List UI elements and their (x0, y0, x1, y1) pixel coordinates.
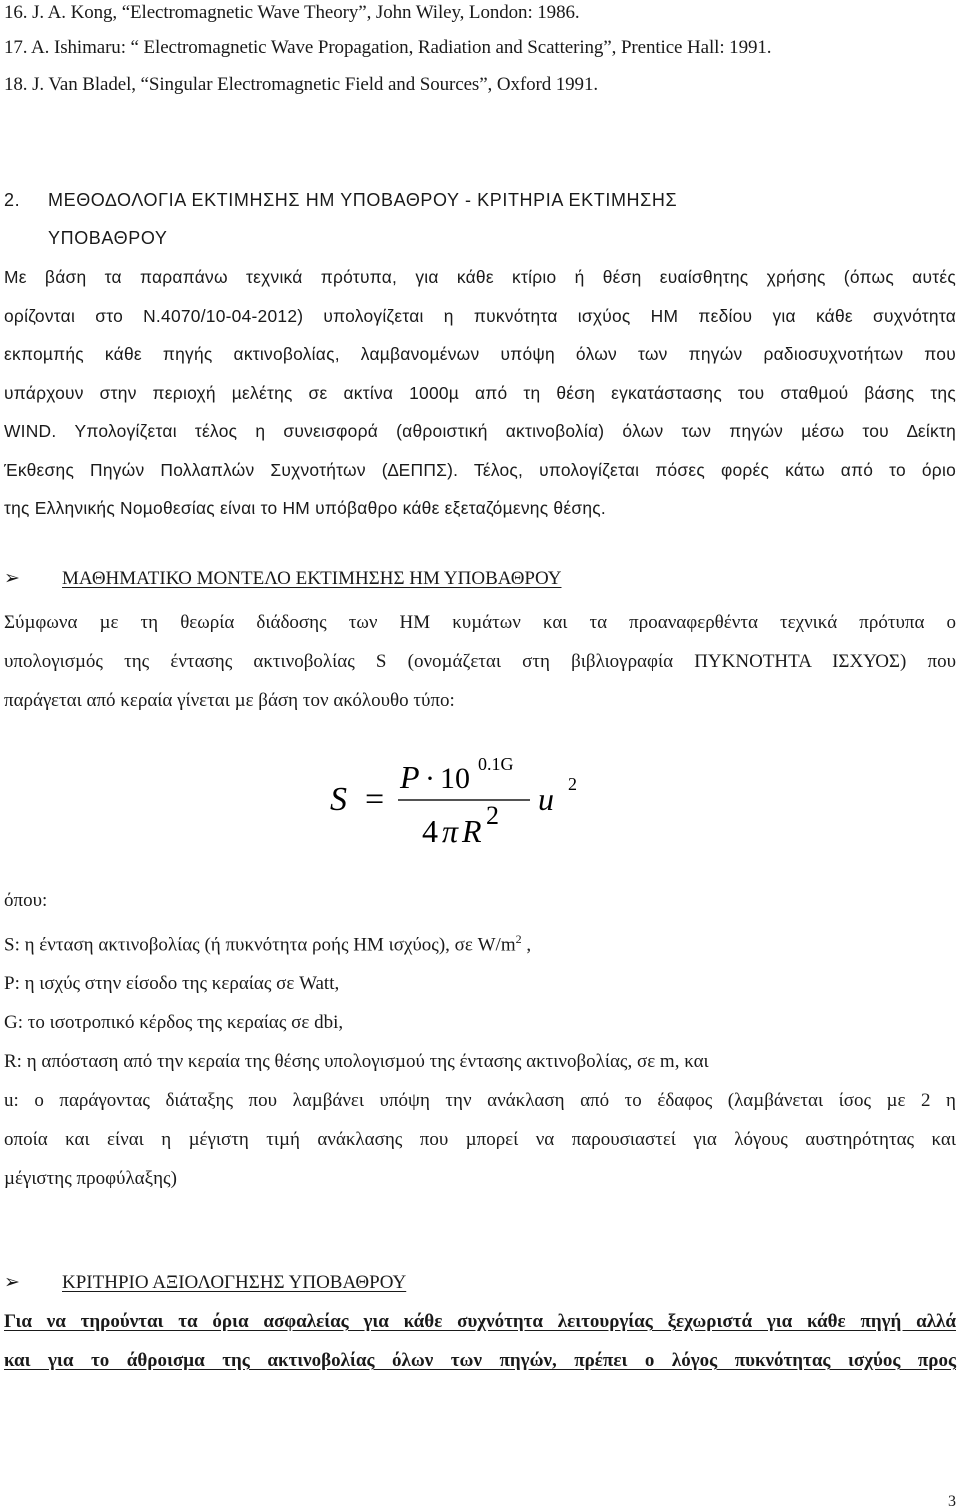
formula-denominator-4: 4 (422, 813, 438, 849)
intro-line: της Ελληνικής Νοµοθεσίας είναι το ΗΜ υπόβαθρο κάθε εξεταζόµενης θέσης. (4, 498, 606, 518)
definition-r: R: η απόσταση από την κεραία της θέσης υπολογισµού της έντασης ακτινοβολίας, σε m, και (4, 1051, 709, 1073)
model-line: Σύµφωνα µε τη θεωρία διάδοσης των ΗΜ κυµάτων και τα προαναφερθέντα τεχνικά πρότυπα ο (4, 612, 956, 633)
criterion-paragraph (4, 1302, 956, 1380)
model-paragraph (4, 603, 956, 720)
section-title-line2: ΥΠΟΒΑΘΡΟΥ (48, 228, 168, 248)
section-number: 2. (4, 190, 21, 210)
criterion-line: Για να τηρούνται τα όρια ασφαλείας για κάθε συχνότητα λειτουργίας ξεχωριστά για κάθε πηγή αλλά (4, 1311, 956, 1332)
formula-ten: 10 (440, 762, 470, 795)
where-label: όπου: (4, 890, 48, 911)
reference-16: 16. J. A. Kong, “Electromagnetic Wave Theory”, John Wiley, London: 1986. (4, 2, 580, 23)
intro-line: Με βάση τα παραπάνω τεχνικά πρότυπα, για κάθε κτίριο ή θέση ευαίσθητης χρήσης (όπως αυτές (4, 267, 956, 287)
arrow-bullet-icon: ➢ (4, 568, 20, 589)
criterion-bullet (4, 1271, 406, 1294)
definitions-block (4, 881, 956, 1198)
formula-lhs: S (330, 781, 347, 818)
formula-exponent: 0.1G (478, 754, 514, 774)
model-line: υπολογισµός της έντασης ακτινοβολίας S (ονοµάζεται στη βιβλιογραφία ΠΥΚΝΟΤΗΤΑ ΙΣΧΥΟΣ) που (4, 651, 956, 672)
section-heading (4, 181, 956, 257)
section-title-line1: ΜΕΘΟ∆ΟΛΟΓΙΑ ΕΚΤΙΜΗΣΗΣ ΗΜ ΥΠΟΒΑΘΡΟΥ - ΚΡΙΤΗΡΙΑ ΕΚΤΙΜΗΣΗΣ (48, 190, 678, 210)
criterion-line: και για το άθροισµα της ακτινοβολίας όλων των πηγών, πρέπει ο λόγος πυκνότητας ισχύος προς (4, 1350, 956, 1371)
intro-line: Έκθεσης Πηγών Πολλαπλών Συχνοτήτων (∆ΕΠΠΣ). Τέλος, υπολογίζεται πόσες φορές κάτω από το όριο (4, 459, 956, 480)
definition-u-line: u: ο παράγοντας διάταξης που λαµβάνει υπόψη την ανάκλαση από το έδαφος (λαµβάνεται ίσος µε 2 η (4, 1090, 956, 1112)
intro-line: υπάρχουν στην περιοχή µελέτης σε ακτίνα 1000µ από τη θέση εγκατάστασης του σταθµού βάσης της (4, 382, 956, 403)
arrow-bullet-icon: ➢ (4, 1272, 20, 1293)
intro-paragraph (4, 258, 956, 528)
definition-s (4, 920, 956, 964)
definition-u-line: οποία και είναι η µέγιστη τιµή ανάκλασης που µπορεί να παρουσιαστεί για λόγους αυστηρότητας και (4, 1129, 956, 1151)
formula-equals: = (365, 781, 385, 818)
intro-line: WIND. Υπολογίζεται τέλος η συνεισφορά (αθροιστική ακτινοβολία) όλων των πηγών µέσω του ∆είκτη (4, 421, 956, 441)
power-density-formula (330, 752, 630, 862)
definition-p: P: η ισχύς στην είσοδο της κεραίας σε Watt, (4, 973, 340, 995)
definition-g: G: το ισοτροπικό κέρδος της κεραίας σε dbi, (4, 1012, 344, 1034)
intro-line: εκποµπής κάθε πηγής ακτινοβολίας, λαµβανοµένων υπόψη όλων των πηγών ραδιοσυχνοτήτων που (4, 344, 956, 364)
formula-u-exp: 2 (568, 774, 577, 794)
model-bullet (4, 567, 562, 590)
reference-17: 17. A. Ishimaru: “ Electromagnetic Wave Propagation, Radiation and Scattering”, Prentice Hall: 1991. (4, 37, 772, 58)
formula-dot: · (425, 762, 435, 795)
criterion-bullet-title: ΚΡΙΤΗΡΙΟ ΑΞΙΟΛΟΓΗΣΗΣ ΥΠΟΒΑΘΡΟΥ (62, 1271, 407, 1293)
page-number: 3 (948, 1493, 956, 1510)
definition-s-text: S: η ένταση ακτινοβολίας (ή πυκνότητα ροής ΗΜ ισχύος), σε W/m (4, 934, 516, 956)
model-bullet-title: ΜΑΘΗΜΑΤΙΚΟ ΜΟΝΤΕΛΟ ΕΚΤΙΜΗΣΗΣ ΗΜ ΥΠΟΒΑΘΡΟΥ (62, 567, 562, 589)
formula-u: u (538, 781, 554, 817)
model-line: παράγεται από κεραία γίνεται µε βάση τον ακόλουθο τύπο: (4, 690, 455, 711)
formula-numerator-p: P (400, 759, 420, 795)
reference-18: 18. J. Van Bladel, “Singular Electromagnetic Field and Sources”, Oxford 1991. (4, 74, 599, 95)
definition-s-sup: 2 (515, 932, 522, 946)
intro-line: ορίζονται στο Ν.4070/10-04-2012) υπολογίζεται η πυκνότητα ισχύος ΗΜ πεδίου για κάθε συχνότητα (4, 305, 956, 326)
definition-u-line: µέγιστης προφύλαξης) (4, 1168, 177, 1190)
formula-denominator-exp: 2 (486, 801, 499, 830)
formula-denominator-r: R (462, 813, 482, 849)
formula-denominator-pi: π (442, 813, 459, 849)
definition-s-tail: , (521, 934, 532, 956)
